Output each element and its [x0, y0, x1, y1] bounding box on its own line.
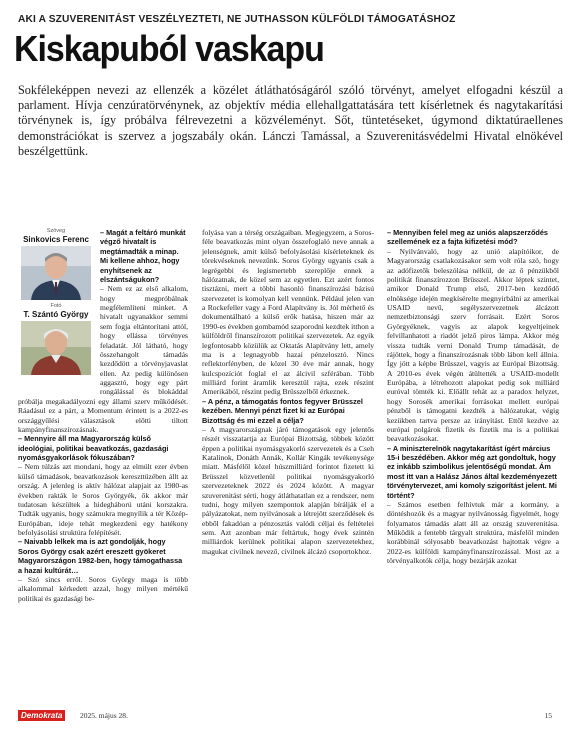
headline: Kiskapuból vaskapu: [14, 28, 324, 69]
publication-logo: Demokrata: [18, 710, 65, 721]
question-5: – Mennyiben felel meg az uniós alapszerződés szellemének ez a fajta kifizetési mód?: [387, 228, 548, 247]
photographer-portrait: [21, 321, 91, 375]
question-3: – Naivabb lelkek ma is azt gondolják, hogy Soros György csak azért ereszett gyökeret Magyarországon 1982-ben, hogy támogathassa a hazai kultúrát…: [18, 537, 183, 575]
photographer-role: Fotó: [50, 303, 62, 309]
answer-1: – Nem ez az első alkalom, hogy megpróbálnak megfélemlíteni minket. A hivatalt ugyanakkor semmi sem fogja eltántorítani attól, hogy ellássa törvényes feladatát. Jól látható, hogy összehangolt támadás kezdődött a törvényjavaslat ellen. Az pedig különösen aggasztó, hogy egy párt rongálással és blokáddal próbálja megakadályozni egy állami szerv működését. Ráadásul ez a párt, a Momentum érintett is a 2022-es országgyűlési választások előtti tiltott kampányfinanszírozásnak.: [18, 284, 188, 434]
portrait-photo-2: [21, 321, 91, 375]
kicker: AKI A SZUVERENITÁST VESZÉLYEZTETI, NE JUTHASSON KÜLFÖLDI TÁMOGATÁSHOZ: [18, 14, 456, 25]
question-4: – A pénz, a támogatás fontos fegyver Brüsszel kezében. Mennyi pénzt fizet ki az Európai Bizottság és mi ezzel a célja?: [202, 396, 363, 425]
page-number: 15: [544, 711, 552, 720]
answer-6: – Számos esetben felhívtuk már a kormány, a döntéshozók és a magyar nyilvánosság figyelmét, hogy folyamatos támadás alatt áll az ország szuverenitása. Működik a fentebb tárgyalt struktúra, másfelől minden korábbinál sólyosabb beavatkozást hajtottak végre a 2022-es külföldi kampányfinanszírozással. Most az a törvényalkotók célja, hogy bezárják azokat: [387, 499, 559, 566]
lead-paragraph: [18, 83, 563, 159]
writer-role: Szöveg: [46, 228, 66, 234]
question-2: – Mennyire áll ma Magyarország külső ideológiai, politikai beavatkozás, gazdasági nyomásgyakorlások fókuszában?: [18, 434, 169, 462]
lead-text: Sokféleképpen nevezi az ellenzék a közélet átláthatóságáról szóló törvényt, amelyet elfogadni készül a parlament. Hívja cenzúratörvénynek, az objektív média ellehallgattatására tett kísérletnek és nagytakarítási törvénynek is, így próbálva félrevezetni a közvéleményt. Sőt, tüntetéseket, úgymond diktatúraellenes demonstrációkat is szervez a jogszabály okán. Lánczi Tamással, a Szuverenitásvédelmi Hivatal elnökével beszélgettünk.: [18, 83, 563, 158]
question-6: – A miniszterelnök nagytakarítást ígért március 15-i beszédében. Akkor még azt gondoltuk, hogy ez inkább szimbolikus jelentőségű mondat. Ám most itt van a Halász János által kezdeményezett törvénytervezet, ami komoly szigorítást jelent. Mi történt?: [387, 443, 557, 500]
author-photos: [18, 228, 94, 388]
photographer-name: T. Szántó György: [23, 310, 89, 319]
article-column-3: [387, 228, 559, 566]
answer-4: – A magyarországnak járó támogatások egy jelentős részét visszatartja az Európai Bizottság, többek között éppen a politikai nyomásgyakorló szervezetek és a Cseh Katalinok, Donáth Annák, Kollár Kingák tevékenysége miatt. Másfélől közel húszmilliárd forintot fizetett ki Brüsszel közvetlenül politikai nyomásgyakorló szervezeteknek 2022 és 2024 között. A magyar szuverenitást sérti, hogy átláthatatlan ez a rendszer, nem tudni, hogy milyen szempontok alapján bírálják el a pályázatokat, nem nyilvánosak a létrejött szerződések és ebből fakadóan a pénzosztás valódi céljai és feltételei sem. Azt azonban már feltártuk, hogy évek szintén milliárdok kerülnek politikai alapon szervezetekhez, magukat civilnek nevező, civilnek álcázó csoportokhoz.: [202, 424, 374, 556]
writer-portrait: [21, 246, 91, 300]
question-1: – Magát a feltáró munkát végző hivatalt is megtámadták a minap. Mi kellene ahhoz, hogy enyhítsenek az elszántságukon?: [100, 228, 186, 284]
answer-continued: folyása van a térség országaiban. Megjegyzem, a Soros-féle beavatkozás mint olyan összefoglaló neve annak a jelenségnek, amit külső befolyásolási kísérleteknek és törekvéseknek nevezünk. Soros György ugyanis csak a legrégebbi és legismertebb szereplője ennek a hálózatnak, de közel sem az egyetlen. Ezt azért fontos tisztázni, mert a többi hasonló finanszírozási bázisú szervezetet is komolyan kell vennünk. Például jelen van a Rockefeller vagy a Ford Alapítvány is. Jól mérhető és dokumentálható a külső erők hatása, hiszen már az 1990-es években gombamód szaporodni kezdtek itthon a külföldről finanszírozott politikai szervezetek. Az egyik legfontosabb közülük az Oktatás Alapítvány lett, amely ma is a legnagyobb hazai pénzelosztó. Nincs reflektorfényben, de közel 30 éve már annak, hogy kulcspozíciót foglal el az álcivil szférában. Több milliárd forint áramlik keresztül rajta, ezek részint Amerikából, részint pedig Brüsszelből érkeznek.: [202, 228, 374, 397]
article-column-2: [202, 228, 374, 556]
writer-name: Sinkovics Ferenc: [23, 235, 89, 244]
portrait-photo-1: [21, 246, 91, 300]
article-column-1: [18, 228, 188, 603]
page-footer: [18, 710, 558, 724]
issue-date: 2025. május 28.: [80, 711, 128, 720]
answer-5: – Nyilvánvaló, hogy az unió alapítóikor, de Magyarország csatlakozásakor sem volt róla szó, hogy az adófizetők beleszólása nélkül, de az ő pénzükből politikát finanszírozzon Brüsszel. Akkor léptek szintet, amikor Donald Trump első, 2017-ben kezdődő elnöksége idején megkísérelte megnyirbálni az amerikai USAID nevű, segélyszervezetnek álcázott nemzetbiztonsági szerv forrásait. Ezért Soros Györgyéknek, vagyis az alapok kegyeltjeinek felvillanhatott a riadót jelző piros lámpa. Akkor még vissza tudták verni Donald Trump támadását, de rájöttek, hogy a finanszírozásnak több lábon kell állnia. Így jött a képbe Brüsszel, vagyis az Európai Bizottság. A 2010-es évek végén átültették a USAID-modellt Európába, a létrehozott alapokat pedig sok milliárd euróval tömték ki. Előállt tehát az a paradox helyzet, hogy Sorosék amerikai forrásokat mellett európai pénzből is támogatni kezdték a hálózatukat, végig kezükben tartva persze az irányítást. Ettől kezdve az európai polgárok fizetik és fizetik ma is a politikai beavatkozásokat.: [387, 246, 559, 444]
answer-3: – Szó sincs erről. Soros György maga is több alkalommal kérkedett azzal, hogy milyen mértékű politikai és gazdasági be-: [18, 574, 188, 603]
answer-2: – Nem túlzás azt mondani, hogy az elmúlt ezer évben külső támadások, beavatkozások kereszttüzében állt az ország. A jelenleg is aktív hálózat alapjait az 1980-as években rakták le Soros Györgyék, ők akkor már tudatosan készültek a hidegháború utáni korszakra. Tudták ugyanis, hogy számukra megnyílik a tér Közép-Európában, ideje tehát megkezdeni egy hatékony befolyásolási struktúra felépítését.: [18, 462, 188, 537]
